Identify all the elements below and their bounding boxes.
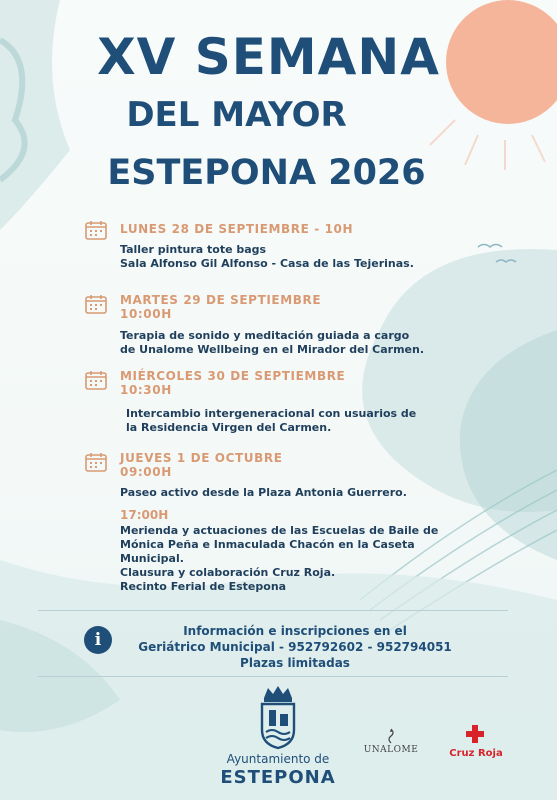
event-3-time: 10:30H xyxy=(120,383,172,397)
event-3-desc-2: la Residencia Virgen del Carmen. xyxy=(126,421,332,434)
event-4-desc2-2: Mónica Peña e Inmaculada Chacón en la Caseta xyxy=(120,538,415,551)
calendar-icon xyxy=(85,370,107,390)
event-4-time: 09:00H xyxy=(120,465,172,479)
calendar-icon xyxy=(85,220,107,240)
title-line-2: DEL MAYOR xyxy=(126,95,347,135)
calendar-icon xyxy=(85,452,107,472)
event-4-desc-1: Paseo activo desde la Plaza Antonia Guerrero. xyxy=(120,486,407,499)
event-4-desc2-5: Recinto Ferial de Estepona xyxy=(120,580,287,593)
event-3-date: MIÉRCOLES 30 DE SEPTIEMBRE xyxy=(120,369,346,383)
event-4-desc2-4: Clausura y colaboración Cruz Roja. xyxy=(120,566,336,579)
divider-top xyxy=(38,610,508,611)
info-line-3: Plazas limitadas xyxy=(240,656,350,670)
red-cross-icon xyxy=(466,725,484,743)
ayuntamiento-line-2: ESTEPONA xyxy=(220,767,336,788)
unalome-icon xyxy=(383,728,399,744)
event-1-desc-1: Taller pintura tote bags xyxy=(120,243,267,256)
event-4-time-2: 17:00H xyxy=(120,508,169,522)
ayuntamiento-crest-icon xyxy=(256,684,300,750)
title-line-3: ESTEPONA 2026 xyxy=(107,153,426,193)
info-line-1: Información e inscripciones en el xyxy=(183,624,407,638)
event-2-desc-2: de Unalome Wellbeing en el Mirador del Carmen. xyxy=(120,343,425,356)
event-1-desc-2: Sala Alfonso Gil Alfonso - Casa de las Tejerinas. xyxy=(120,257,414,270)
ayuntamiento-line-1: Ayuntamiento de xyxy=(226,752,330,766)
event-3-desc-1: Intercambio intergeneracional con usuarios de xyxy=(126,407,417,420)
event-1-date: LUNES 28 DE SEPTIEMBRE - 10H xyxy=(120,222,354,236)
divider-bottom xyxy=(38,676,508,677)
unalome-logo: UNALOME xyxy=(363,745,419,755)
title-line-1: XV SEMANA xyxy=(97,28,440,86)
event-4-date: JUEVES 1 DE OCTUBRE xyxy=(120,451,283,465)
event-4-desc2-1: Merienda y actuaciones de las Escuelas de Baile de xyxy=(120,524,439,537)
event-4-desc2-3: Municipal. xyxy=(120,552,184,565)
event-2-date: MARTES 29 DE SEPTIEMBRE xyxy=(120,293,322,307)
info-icon: i xyxy=(84,626,112,654)
calendar-icon xyxy=(85,294,107,314)
event-2-time: 10:00H xyxy=(120,307,172,321)
cruz-roja-logo: Cruz Roja xyxy=(449,748,503,759)
event-2-desc-1: Terapia de sonido y meditación guiada a cargo xyxy=(120,329,410,342)
info-line-2: Geriátrico Municipal - 952792602 - 952794051 xyxy=(138,640,452,654)
